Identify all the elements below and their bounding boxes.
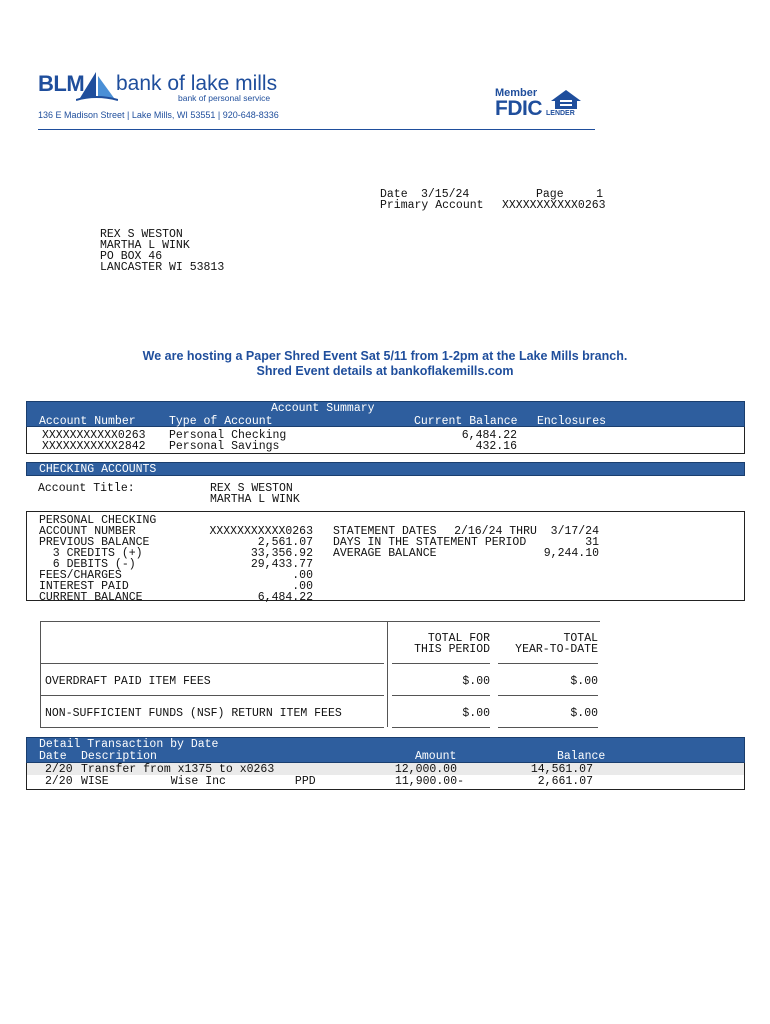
fees-table	[40, 621, 600, 731]
summary-balance: 432.16	[475, 440, 517, 453]
checking-detail-box	[26, 511, 745, 604]
checking-label: PREVIOUS BALANCE	[39, 536, 150, 549]
transactions-header	[26, 737, 745, 763]
mailing-line: PO BOX 46	[100, 250, 163, 263]
tx-amount: 11,900.00-	[394, 775, 464, 788]
tx-balance: 14,561.07	[530, 763, 593, 776]
promo-line-1: We are hosting a Paper Shred Event Sat 5/11 from 1-2pm at the Lake Mills branch.	[142, 349, 628, 363]
account-summary-header	[26, 401, 745, 427]
bank-address: 136 E Madison Street | Lake Mills, WI 53551 | 920-648-8336	[38, 110, 279, 120]
checking-label: CURRENT BALANCE	[39, 591, 143, 604]
days-in-period: 31	[585, 536, 599, 549]
page-number: 1	[596, 188, 603, 201]
summary-account-type: Personal Savings	[169, 440, 280, 453]
promo-line-2: Shred Event details at bankoflakemills.com	[256, 364, 514, 378]
checking-value: 29,433.77	[250, 558, 313, 571]
average-balance-label: AVERAGE BALANCE	[333, 547, 437, 560]
fees-col-period: TOTAL FOR	[427, 632, 490, 645]
col-amount: Amount	[415, 750, 457, 763]
checking-label: ACCOUNT NUMBER	[39, 525, 136, 538]
fdic-logo: FDIC	[495, 97, 542, 120]
primary-account-number: XXXXXXXXXXX0263	[502, 199, 606, 212]
fee-period: $.00	[462, 675, 490, 688]
summary-account-number: XXXXXXXXXXX2842	[42, 440, 146, 453]
col-enclosures: Enclosures	[537, 415, 607, 428]
mailing-line: LANCASTER WI 53813	[100, 261, 225, 274]
checking-value: .00	[292, 580, 313, 593]
account-summary-title: Account Summary	[271, 402, 375, 415]
fees-col-ytd: TOTAL	[563, 632, 598, 645]
col-description: Description	[81, 750, 157, 763]
tx-amount: 12,000.00	[394, 763, 457, 776]
transactions-body	[26, 763, 745, 790]
fee-ytd: $.00	[570, 707, 598, 720]
checking-accounts-title: CHECKING ACCOUNTS	[39, 463, 157, 476]
average-balance: 9,244.10	[543, 547, 599, 560]
bank-name: bank of lake mills	[116, 72, 278, 95]
col-balance: Balance	[557, 750, 606, 763]
account-title-name: MARTHA L WINK	[210, 493, 300, 506]
account-title-name: REX S WESTON	[210, 482, 293, 495]
statement-date-label: Date	[380, 188, 408, 201]
col-date: Date	[39, 750, 67, 763]
statement-dates: 2/16/24 THRU 3/17/24	[454, 525, 599, 538]
sailboat-icon	[76, 70, 118, 102]
checking-value: 2,561.07	[257, 536, 313, 549]
primary-account-label: Primary Account	[380, 199, 484, 212]
checking-accounts-header	[26, 462, 745, 476]
fee-period: $.00	[462, 707, 490, 720]
statement-dates-label: STATEMENT DATES	[333, 525, 437, 538]
tx-date: 2/20	[45, 763, 73, 776]
checking-label: 3 CREDITS (+)	[39, 547, 143, 560]
tx-balance: 2,661.07	[537, 775, 593, 788]
checking-value: XXXXXXXXXXX0263	[209, 525, 313, 538]
tx-date: 2/20	[45, 775, 73, 788]
checking-value: 33,356.92	[250, 547, 313, 560]
equal-housing-lender-text: LENDER	[546, 110, 575, 117]
account-summary-body	[26, 427, 745, 454]
checking-value: 6,484.22	[257, 591, 313, 604]
page-label: Page	[536, 188, 564, 201]
fees-col-period: THIS PERIOD	[414, 643, 490, 656]
summary-balance: 6,484.22	[461, 429, 517, 442]
statement-date: 3/15/24	[421, 188, 470, 201]
tx-description: Transfer from x1375 to x0263	[81, 763, 275, 776]
checking-value: .00	[292, 569, 313, 582]
days-in-period-label: DAYS IN THE STATEMENT PERIOD	[333, 536, 527, 549]
account-title-label: Account Title:	[38, 482, 135, 495]
fee-label: OVERDRAFT PAID ITEM FEES	[45, 675, 211, 688]
bank-tagline: bank of personal service	[178, 93, 271, 103]
col-type-of-account: Type of Account	[169, 415, 273, 428]
tx-description: WISE Wise Inc PPD	[81, 775, 316, 788]
fee-label: NON-SUFFICIENT FUNDS (NSF) RETURN ITEM FEES	[45, 707, 342, 720]
transactions-title: Detail Transaction by Date	[39, 738, 219, 751]
mailing-line: REX S WESTON	[100, 228, 183, 241]
header-divider	[38, 129, 595, 130]
checking-label: INTEREST PAID	[39, 580, 129, 593]
fee-ytd: $.00	[570, 675, 598, 688]
fdic-member-label: Member	[495, 87, 538, 99]
mailing-line: MARTHA L WINK	[100, 239, 190, 252]
col-current-balance: Current Balance	[414, 415, 518, 428]
checking-label: PERSONAL CHECKING	[39, 514, 157, 527]
checking-label: 6 DEBITS (-)	[39, 558, 136, 571]
summary-account-type: Personal Checking	[169, 429, 287, 442]
bank-logo-mark: BLM	[38, 71, 85, 96]
summary-account-number: XXXXXXXXXXX0263	[42, 429, 146, 442]
checking-label: FEES/CHARGES	[39, 569, 122, 582]
col-account-number: Account Number	[39, 415, 136, 428]
fees-col-ytd: YEAR-TO-DATE	[515, 643, 598, 656]
